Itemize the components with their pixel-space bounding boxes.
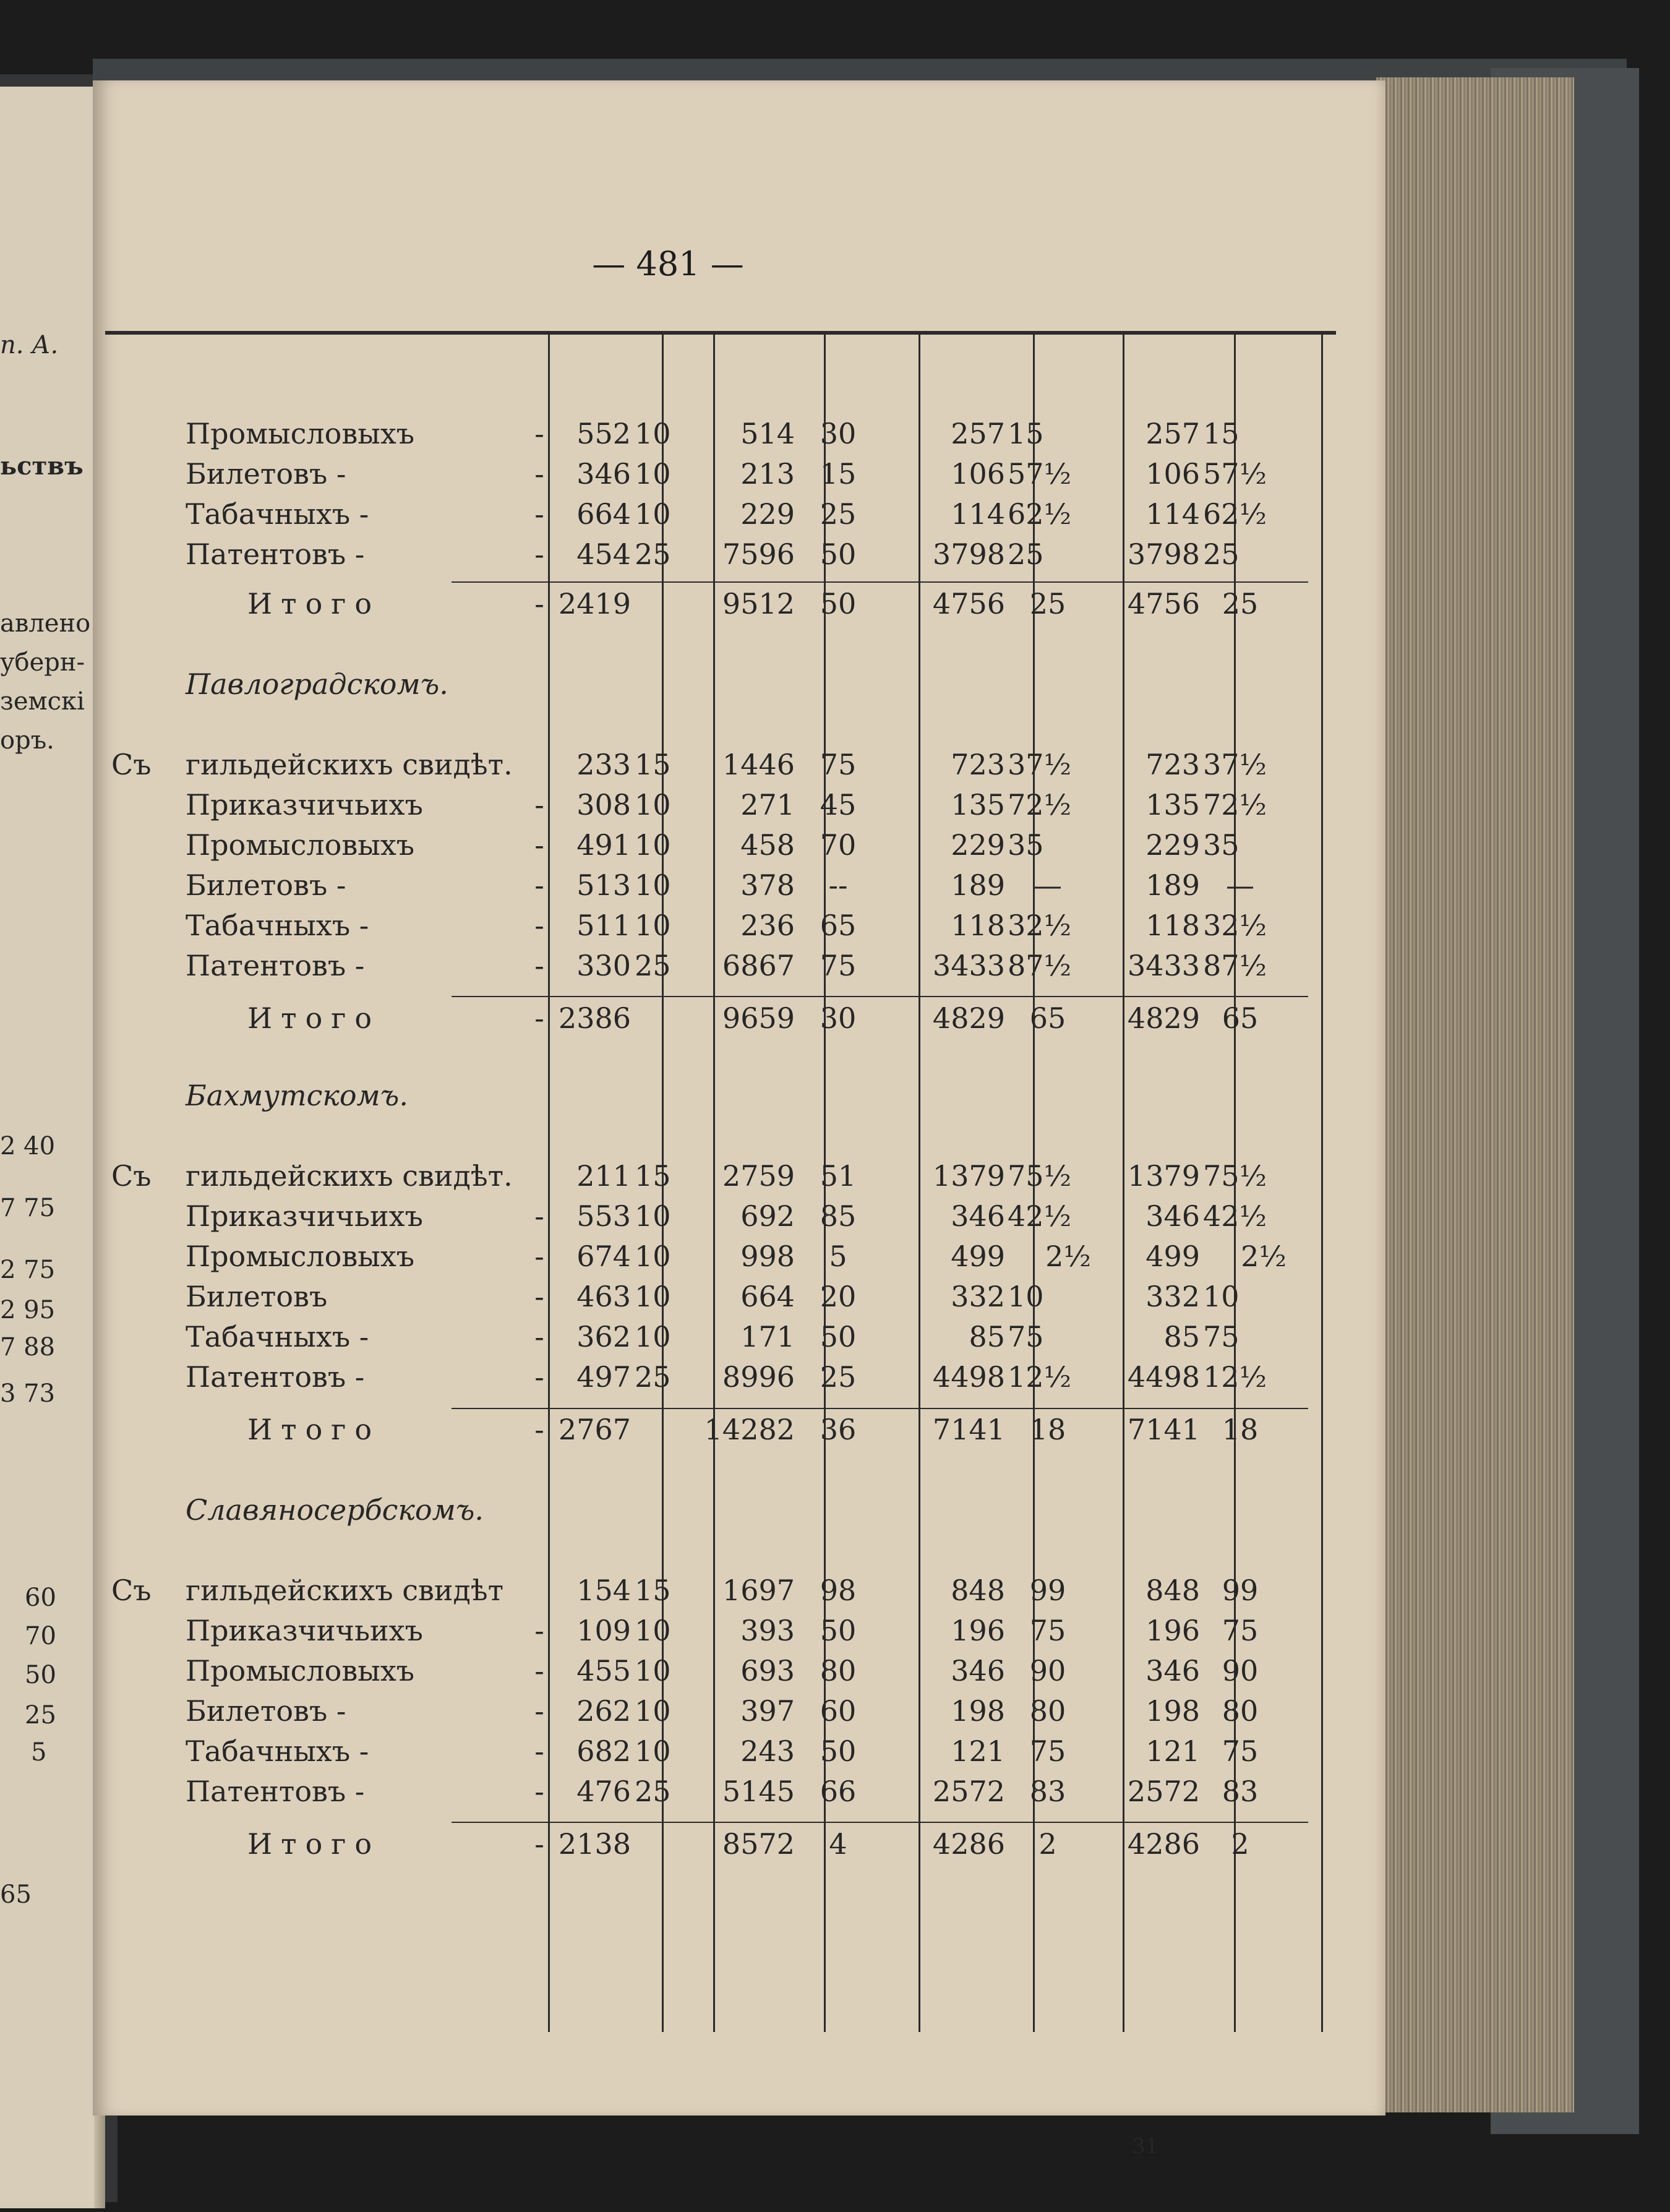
cell: 393 <box>740 1614 795 1647</box>
cell: 346 <box>1145 1654 1200 1687</box>
row-dash: - <box>534 828 544 862</box>
total-label: Итого <box>247 1413 381 1446</box>
cell: 70 <box>820 828 857 862</box>
row-label: Табачныхъ - <box>186 497 369 531</box>
cell: 72½ <box>1203 788 1267 821</box>
cell: 14282 <box>704 1413 795 1446</box>
row-label: Патентовъ - <box>186 538 365 571</box>
cell: 32½ <box>1203 909 1267 942</box>
cell: — <box>1226 868 1254 902</box>
cell: 3798 <box>932 538 1005 571</box>
cell: 45 <box>820 788 857 821</box>
cell: 62½ <box>1203 497 1267 531</box>
row-dash: - <box>534 1694 544 1728</box>
cell: 848 <box>1145 1574 1200 1607</box>
cell: 118 <box>951 909 1005 942</box>
cell: 723 <box>951 748 1005 781</box>
cell: 85 <box>969 1320 1005 1353</box>
cell: 5145 <box>722 1775 795 1808</box>
cell: 10 <box>635 497 671 531</box>
cell: 75 <box>1222 1734 1259 1768</box>
cell: 10 <box>635 1240 671 1273</box>
total-label: Итого <box>247 1001 381 1035</box>
cell: 118 <box>1145 909 1200 942</box>
row-dash: - <box>534 1280 544 1313</box>
subtotal-rule <box>452 581 1308 583</box>
cell: 25 <box>1008 538 1044 571</box>
cell: 83 <box>1029 1775 1066 1808</box>
prev-fragment: 3 73 <box>0 1379 56 1408</box>
prev-fragment: 65 <box>0 1880 32 1909</box>
cell: 80 <box>1029 1694 1066 1728</box>
cell: 12½ <box>1008 1360 1072 1394</box>
cell: 229 <box>1145 828 1200 862</box>
row-dash: - <box>534 909 544 942</box>
row-prefix: Съ <box>111 748 152 781</box>
cell: 1697 <box>722 1574 795 1607</box>
row-label: гильдейскихъ свидѣт <box>186 1574 504 1607</box>
cell: 362 <box>576 1320 631 1353</box>
row-dash: - <box>534 1734 544 1768</box>
cell: 80 <box>820 1654 857 1687</box>
book-page <box>93 80 1385 2159</box>
cell: 664 <box>576 497 631 531</box>
cell: 106 <box>951 457 1005 491</box>
cell: 10 <box>635 1734 671 1768</box>
cell: 50 <box>820 587 857 620</box>
cell: 198 <box>1145 1694 1200 1728</box>
cell: 346 <box>951 1654 1005 1687</box>
cell: 5 <box>829 1240 847 1273</box>
prev-fragment: 7 88 <box>0 1333 56 1361</box>
row-dash: - <box>534 1775 544 1808</box>
cell: 10 <box>1203 1280 1240 1313</box>
cell: 346 <box>576 457 631 491</box>
cell: 397 <box>740 1694 795 1728</box>
table-top-rule <box>105 331 1336 335</box>
row-dash: - <box>534 788 544 821</box>
cell: 9512 <box>722 587 795 620</box>
prev-fragment: оръ. <box>0 726 54 755</box>
row-dash: - <box>534 1001 544 1035</box>
cell: 3798 <box>1127 538 1200 571</box>
cell: 75½ <box>1203 1159 1267 1193</box>
prev-fragment: земскі <box>0 687 85 716</box>
cell: 211 <box>576 1159 631 1193</box>
cell: 378 <box>740 868 795 902</box>
cell: 114 <box>1145 497 1200 531</box>
cell: 10 <box>635 828 671 862</box>
cell: 135 <box>1145 788 1200 821</box>
cell: 85 <box>1163 1320 1200 1353</box>
cell: 72½ <box>1008 788 1072 821</box>
district-heading: Бахмутскомъ. <box>186 1079 408 1112</box>
cell: 2 <box>1038 1827 1057 1861</box>
cell: 15 <box>820 457 857 491</box>
row-dash: - <box>534 538 544 571</box>
row-dash: - <box>534 417 544 450</box>
subtotal-rule <box>452 1822 1308 1823</box>
cell: 50 <box>820 1614 857 1647</box>
cell: 121 <box>1145 1734 1200 1768</box>
row-label: Промысловыхъ <box>186 828 415 862</box>
column-rule <box>918 334 920 2032</box>
cell: 10 <box>1008 1280 1044 1313</box>
cell: 121 <box>951 1734 1005 1768</box>
cell: 2572 <box>1127 1775 1200 1808</box>
row-label: Патентовъ - <box>186 1360 365 1394</box>
cell: 693 <box>740 1654 795 1687</box>
cell: 10 <box>635 1654 671 1687</box>
cell: 25 <box>1222 587 1259 620</box>
cell: 18 <box>1222 1413 1259 1446</box>
cell: 2½ <box>1241 1240 1287 1273</box>
row-label: Табачныхъ - <box>186 909 369 942</box>
row-label: Билетовъ - <box>186 868 346 902</box>
row-label: Табачныхъ - <box>186 1320 369 1353</box>
cell: 4286 <box>1127 1827 1200 1861</box>
cell: 87½ <box>1008 949 1072 982</box>
row-dash: - <box>534 1199 544 1233</box>
prev-fragment: уберн- <box>0 648 85 677</box>
cell: 4829 <box>1127 1001 1200 1035</box>
cell: 229 <box>740 497 795 531</box>
cell: 463 <box>576 1280 631 1313</box>
cell: 62½ <box>1008 497 1072 531</box>
cell: 4498 <box>932 1360 1005 1394</box>
cell: 18 <box>1029 1413 1066 1446</box>
cell: 42½ <box>1008 1199 1072 1233</box>
cell: 10 <box>635 1280 671 1313</box>
cell: 257 <box>1145 417 1200 450</box>
cell: 262 <box>576 1694 631 1728</box>
cell: 15 <box>635 1159 671 1193</box>
row-prefix: Съ <box>111 1159 152 1193</box>
cell: 51 <box>820 1159 857 1193</box>
cell: 10 <box>635 417 671 450</box>
cell: 75½ <box>1008 1159 1072 1193</box>
cell: 458 <box>740 828 795 862</box>
cell: 65 <box>820 909 857 942</box>
cell: 499 <box>951 1240 1005 1273</box>
cell: 499 <box>1145 1240 1200 1273</box>
cell: 106 <box>1145 457 1200 491</box>
cell: 2½ <box>1045 1240 1091 1273</box>
cell: 15 <box>635 1574 671 1607</box>
cell: 10 <box>635 1320 671 1353</box>
cell: 25 <box>635 1775 671 1808</box>
cell: 9659 <box>722 1001 795 1035</box>
cell: 154 <box>576 1574 631 1607</box>
cell: 35 <box>1008 828 1044 862</box>
cell: 7141 <box>932 1413 1005 1446</box>
prev-fragment: 2 75 <box>0 1256 56 1284</box>
subtotal-rule <box>452 1408 1308 1409</box>
cell: 75 <box>820 748 857 781</box>
cell: 682 <box>576 1734 631 1768</box>
prev-fragment: ьствъ <box>0 452 84 481</box>
cell: 12½ <box>1203 1360 1267 1394</box>
cell: 476 <box>576 1775 631 1808</box>
cell: 2767 <box>558 1413 631 1446</box>
cell: 723 <box>1145 748 1200 781</box>
cell: 1379 <box>932 1159 1005 1193</box>
total-label: Итого <box>247 1827 381 1861</box>
cell: 10 <box>635 909 671 942</box>
row-dash: - <box>534 1654 544 1687</box>
cell: 271 <box>740 788 795 821</box>
cell: 85 <box>820 1199 857 1233</box>
cell: 15 <box>635 748 671 781</box>
cell: 30 <box>820 417 857 450</box>
row-label: гильдейскихъ свидѣт. <box>186 1159 513 1193</box>
cell: 90 <box>1222 1654 1259 1687</box>
page-number: — 481 — <box>592 244 744 283</box>
cell: 10 <box>635 788 671 821</box>
cell: 346 <box>1145 1199 1200 1233</box>
cell: 1379 <box>1127 1159 1200 1193</box>
cell: 37½ <box>1008 748 1072 781</box>
prev-fragment: 50 <box>25 1661 56 1689</box>
cell: 99 <box>1029 1574 1066 1607</box>
cell: 10 <box>635 1614 671 1647</box>
cell: 2138 <box>558 1827 631 1861</box>
row-label: Промысловыхъ <box>186 417 415 450</box>
cell: 57½ <box>1008 457 1072 491</box>
cell: 6867 <box>722 949 795 982</box>
cell: 50 <box>820 538 857 571</box>
cell: 848 <box>951 1574 1005 1607</box>
cell: 7596 <box>722 538 795 571</box>
row-label: Билетовъ - <box>186 457 346 491</box>
cell: -- <box>828 868 848 902</box>
cell: 229 <box>951 828 1005 862</box>
page-block-edges <box>1376 77 1574 2112</box>
cell: 99 <box>1222 1574 1259 1607</box>
prev-fragment: авлено <box>0 609 91 638</box>
cell: 233 <box>576 748 631 781</box>
cell: 2572 <box>932 1775 1005 1808</box>
cell: 308 <box>576 788 631 821</box>
cell: 4 <box>829 1827 847 1861</box>
cell: 3433 <box>932 949 1005 982</box>
cell: 30 <box>820 1001 857 1035</box>
cell: 25 <box>820 1360 857 1394</box>
cell: 57½ <box>1203 457 1267 491</box>
cell: 36 <box>820 1413 857 1446</box>
row-dash: - <box>534 457 544 491</box>
prev-fragment: 70 <box>25 1622 56 1650</box>
cell: 65 <box>1029 1001 1066 1035</box>
row-dash: - <box>534 497 544 531</box>
cell: 171 <box>740 1320 795 1353</box>
cell: 332 <box>951 1280 1005 1313</box>
cell: 189 <box>1145 868 1200 902</box>
cell: 196 <box>951 1614 1005 1647</box>
cell: 998 <box>740 1240 795 1273</box>
cell: 513 <box>576 868 631 902</box>
row-label: гильдейскихъ свидѣт. <box>186 748 513 781</box>
cell: — <box>1034 868 1062 902</box>
row-label: Приказчичьихъ <box>186 1199 423 1233</box>
cell: 98 <box>820 1574 857 1607</box>
row-label: Билетовъ - <box>186 1694 346 1728</box>
cell: 90 <box>1029 1654 1066 1687</box>
cell: 332 <box>1145 1280 1200 1313</box>
row-label: Табачныхъ - <box>186 1734 369 1768</box>
cell: 75 <box>1008 1320 1044 1353</box>
cell: 75 <box>1222 1614 1259 1647</box>
district-heading: Павлоградскомъ. <box>186 667 448 701</box>
prev-fragment: 60 <box>25 1584 56 1612</box>
cell: 196 <box>1145 1614 1200 1647</box>
cell: 346 <box>951 1199 1005 1233</box>
cell: 109 <box>576 1614 631 1647</box>
row-dash: - <box>534 1614 544 1647</box>
cell: 50 <box>820 1320 857 1353</box>
cell: 692 <box>740 1199 795 1233</box>
cell: 25 <box>635 949 671 982</box>
cell: 511 <box>576 909 631 942</box>
cell: 50 <box>820 1734 857 1768</box>
cell: 10 <box>635 1199 671 1233</box>
row-dash: - <box>534 587 544 620</box>
district-heading: Славяносербскомъ. <box>186 1493 484 1527</box>
row-label: Патентовъ - <box>186 949 365 982</box>
cell: 4498 <box>1127 1360 1200 1394</box>
cell: 42½ <box>1203 1199 1267 1233</box>
cell: 664 <box>740 1280 795 1313</box>
prev-fragment: 2 40 <box>0 1132 56 1160</box>
cell: 257 <box>951 417 1005 450</box>
cell: 198 <box>951 1694 1005 1728</box>
cell: 497 <box>576 1360 631 1394</box>
cell: 80 <box>1222 1694 1259 1728</box>
row-dash: - <box>534 949 544 982</box>
cell: 4756 <box>1127 587 1200 620</box>
cell: 25 <box>635 1360 671 1394</box>
row-dash: - <box>534 868 544 902</box>
cell: 454 <box>576 538 631 571</box>
cell: 35 <box>1203 828 1240 862</box>
cell: 25 <box>820 497 857 531</box>
cell: 65 <box>1222 1001 1259 1035</box>
cell: 75 <box>1029 1734 1066 1768</box>
cell: 10 <box>635 868 671 902</box>
prev-fragment: 7 75 <box>0 1194 56 1222</box>
prev-fragment: 2 95 <box>0 1296 56 1324</box>
cell: 8996 <box>722 1360 795 1394</box>
cell: 4829 <box>932 1001 1005 1035</box>
cell: 674 <box>576 1240 631 1273</box>
cell: 25 <box>1203 538 1240 571</box>
row-dash: - <box>534 1360 544 1394</box>
row-label: Приказчичьихъ <box>186 788 423 821</box>
cell: 10 <box>635 1694 671 1728</box>
cell: 10 <box>635 457 671 491</box>
cell: 15 <box>1203 417 1240 450</box>
cell: 2419 <box>558 587 631 620</box>
prev-fragment: 5 <box>31 1738 47 1767</box>
column-rule <box>1321 334 1323 2032</box>
cell: 75 <box>1029 1614 1066 1647</box>
cell: 2759 <box>722 1159 795 1193</box>
cell: 37½ <box>1203 748 1267 781</box>
cell: 8572 <box>722 1827 795 1861</box>
prev-fragment: 25 <box>25 1701 56 1730</box>
previous-page-edge <box>0 87 105 2208</box>
cell: 25 <box>1029 587 1066 620</box>
cell: 553 <box>576 1199 631 1233</box>
row-dash: - <box>534 1827 544 1861</box>
cell: 2386 <box>558 1001 631 1035</box>
row-label: Патентовъ - <box>186 1775 365 1808</box>
total-label: Итого <box>247 587 381 620</box>
cell: 60 <box>820 1694 857 1728</box>
row-label: Билетовъ <box>186 1280 328 1313</box>
row-dash: - <box>534 1413 544 1446</box>
cell: 83 <box>1222 1775 1259 1808</box>
row-label: Приказчичьихъ <box>186 1614 423 1647</box>
cell: 20 <box>820 1280 857 1313</box>
cell: 2 <box>1231 1827 1249 1861</box>
cell: 32½ <box>1008 909 1072 942</box>
row-label: Промысловыхъ <box>186 1240 415 1273</box>
cell: 1446 <box>722 748 795 781</box>
cell: 15 <box>1008 417 1044 450</box>
subtotal-rule <box>452 996 1308 997</box>
signature-mark: 31 <box>1132 2134 1159 2159</box>
row-dash: - <box>534 1320 544 1353</box>
cell: 514 <box>740 417 795 450</box>
cell: 189 <box>951 868 1005 902</box>
cell: 87½ <box>1203 949 1267 982</box>
cell: 330 <box>576 949 631 982</box>
cell: 491 <box>576 828 631 862</box>
cell: 236 <box>740 909 795 942</box>
cell: 455 <box>576 1654 631 1687</box>
cell: 213 <box>740 457 795 491</box>
row-prefix: Съ <box>111 1574 152 1607</box>
cell: 552 <box>576 417 631 450</box>
cell: 66 <box>820 1775 857 1808</box>
cell: 75 <box>1203 1320 1240 1353</box>
cell: 75 <box>820 949 857 982</box>
cell: 25 <box>635 538 671 571</box>
row-label: Промысловыхъ <box>186 1654 415 1687</box>
cell: 114 <box>951 497 1005 531</box>
prev-fragment: п. А. <box>0 331 59 359</box>
cell: 135 <box>951 788 1005 821</box>
cell: 4286 <box>932 1827 1005 1861</box>
row-dash: - <box>534 1240 544 1273</box>
cell: 4756 <box>932 587 1005 620</box>
cell: 243 <box>740 1734 795 1768</box>
cell: 3433 <box>1127 949 1200 982</box>
cell: 7141 <box>1127 1413 1200 1446</box>
